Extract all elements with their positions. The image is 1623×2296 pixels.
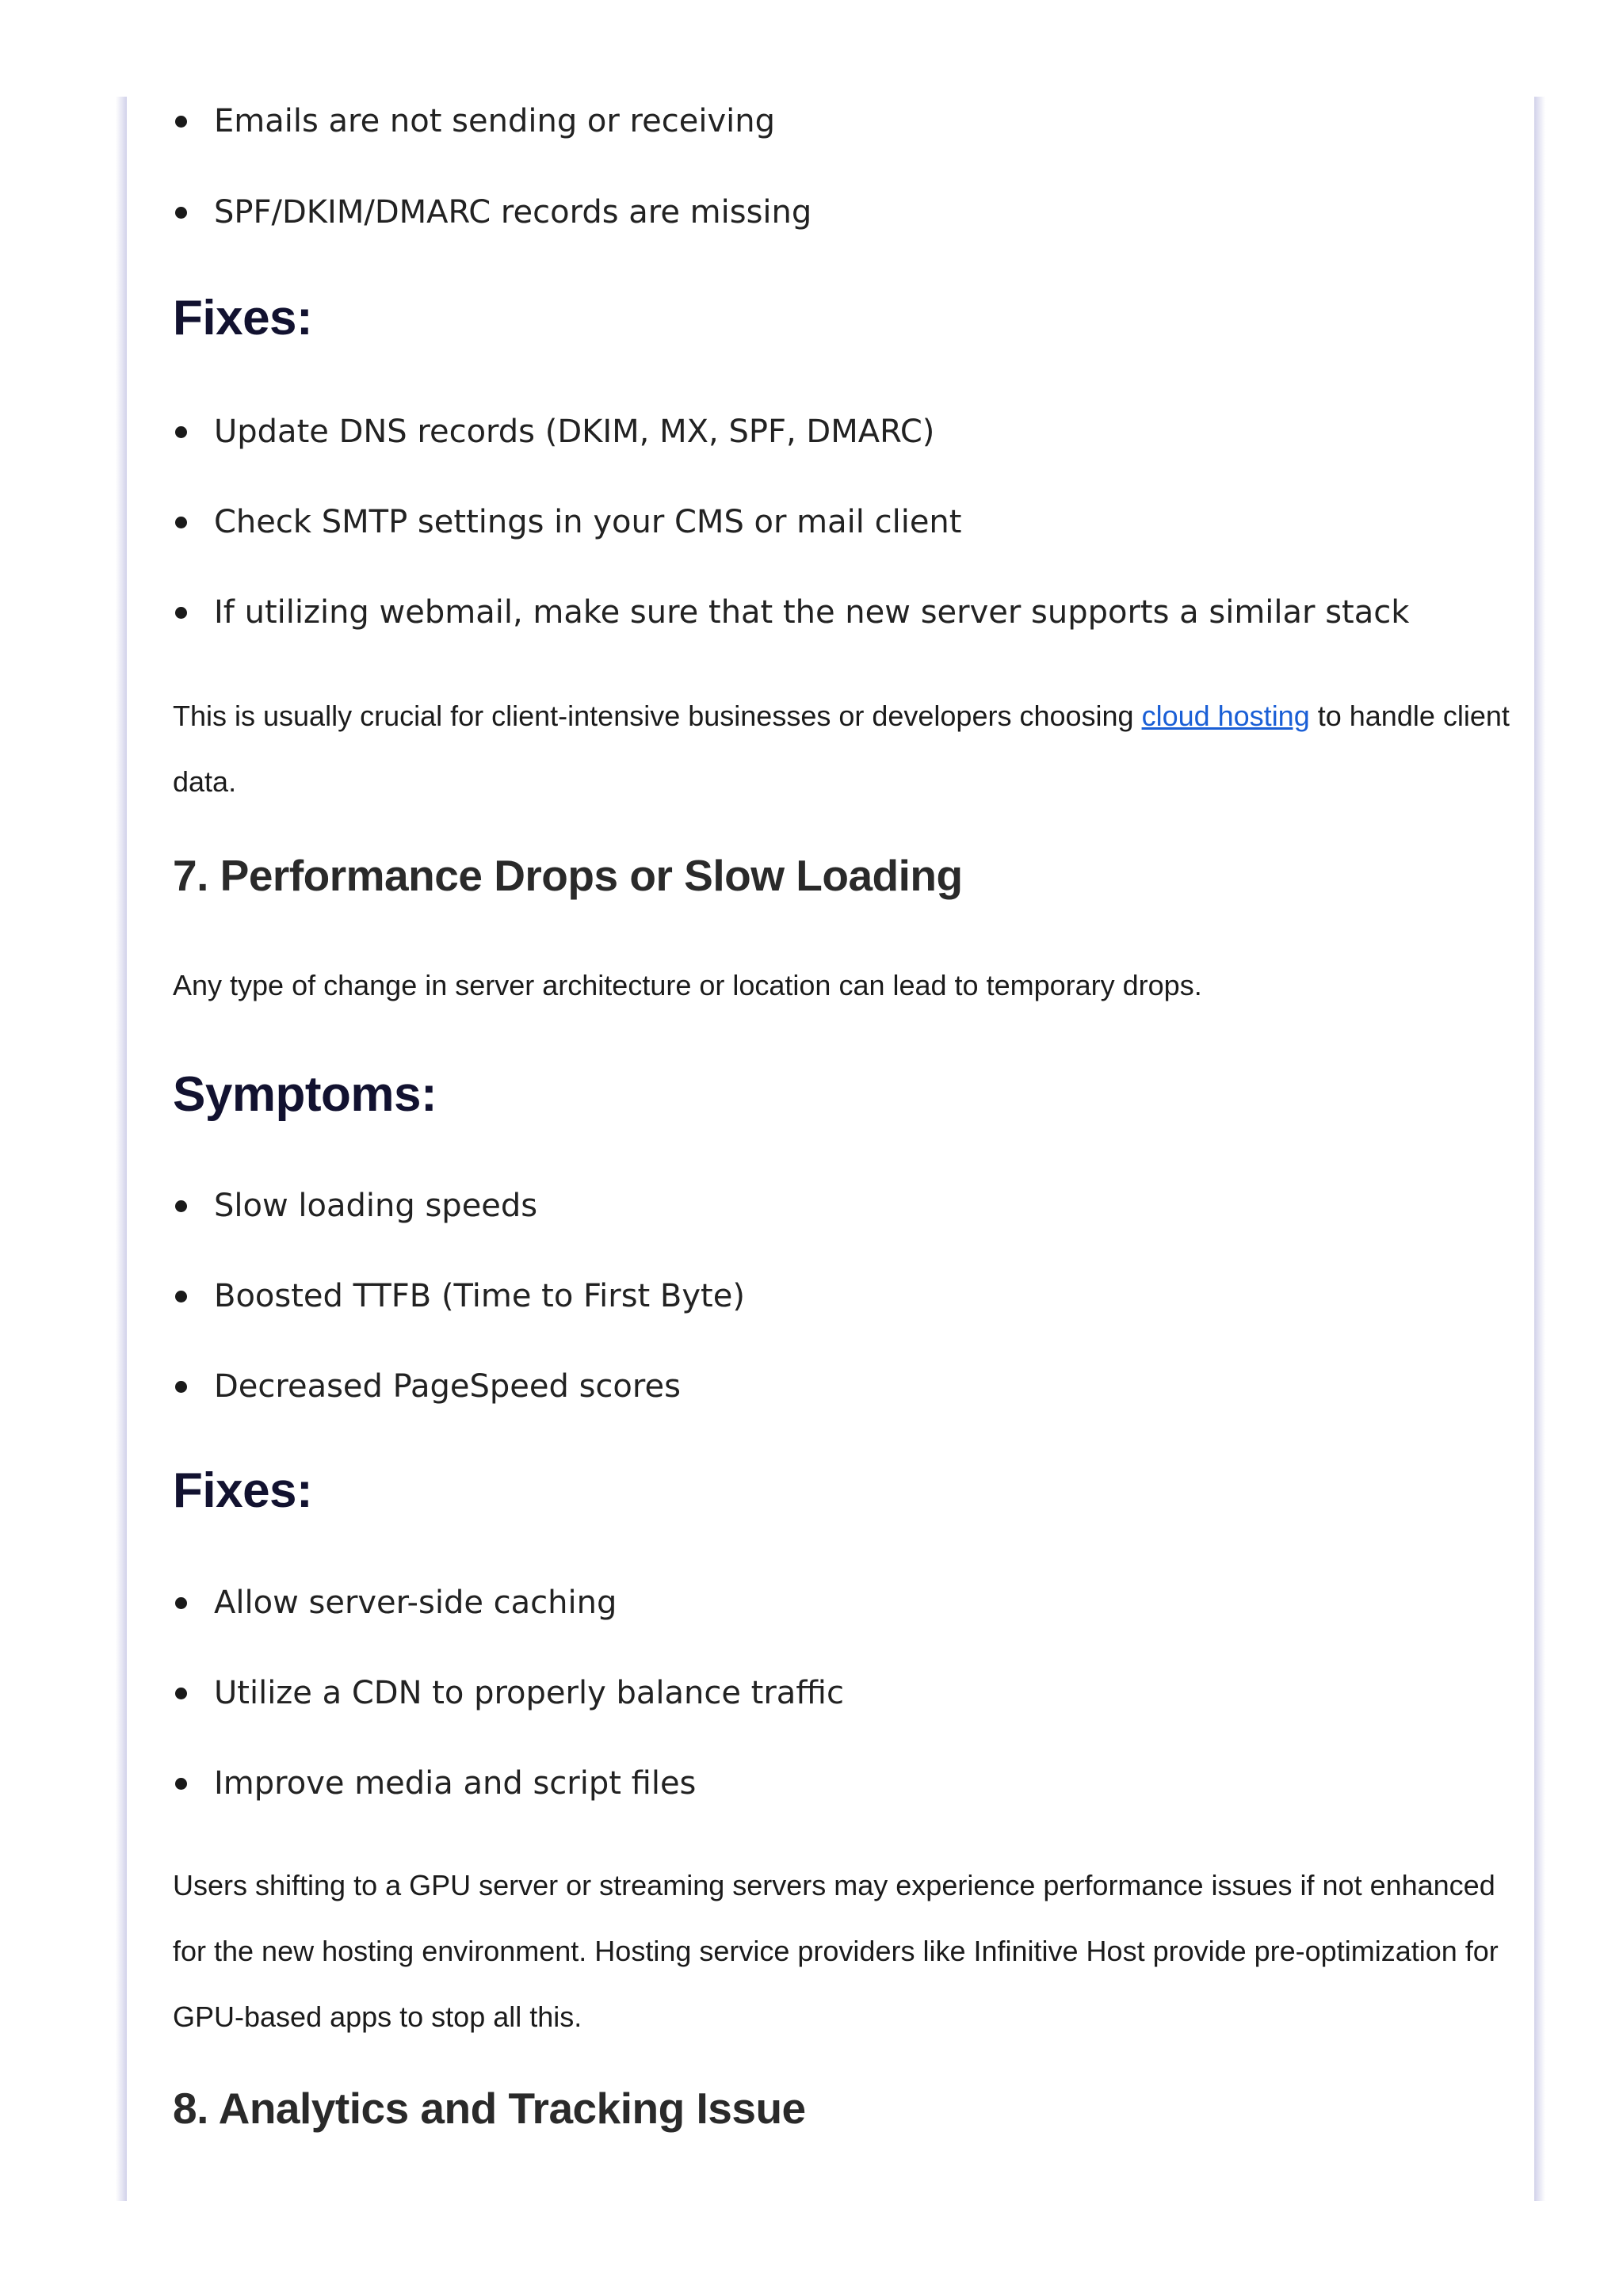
fixes-heading: Fixes: — [173, 291, 313, 345]
bullet-dot — [175, 1597, 187, 1609]
fixes-heading: Fixes: — [173, 1463, 313, 1518]
paragraph: Any type of change in server architecture or location can lead to temporary drops. — [173, 969, 1202, 1001]
list-item: Boosted TTFB (Time to First Byte) — [173, 1276, 745, 1316]
section-heading: 8. Analytics and Tracking Issue — [173, 2084, 806, 2133]
symptoms-heading: Symptoms: — [173, 1067, 437, 1122]
bullet-dot — [175, 426, 187, 438]
bullet-dot — [175, 517, 187, 528]
bullet-dot — [175, 607, 187, 619]
list-item: Emails are not sending or receiving — [173, 101, 775, 141]
bullet-dot — [175, 207, 187, 219]
list-item: Update DNS records (DKIM, MX, SPF, DMARC) — [173, 412, 934, 452]
list-item: Improve media and script files — [173, 1764, 696, 1803]
bullet-dot — [175, 1291, 187, 1302]
list-item: Decreased PageSpeed scores — [173, 1367, 681, 1406]
paragraph: This is usually crucial for client-intensive businesses or developers choosing cloud hosting to handle client data. — [173, 700, 1510, 798]
cloud-hosting-link[interactable]: cloud hosting — [1141, 700, 1310, 732]
bullet-dot — [175, 1200, 187, 1212]
section-heading: 7. Performance Drops or Slow Loading — [173, 851, 963, 900]
list-item: Check SMTP settings in your CMS or mail client — [173, 502, 961, 542]
list-item: SPF/DKIM/DMARC records are missing — [173, 193, 812, 232]
bullet-dot — [175, 116, 187, 128]
list-item: Allow server-side caching — [173, 1583, 617, 1623]
list-item: Slow loading speeds — [173, 1186, 537, 1226]
list-item: Utilize a CDN to properly balance traffic — [173, 1673, 844, 1713]
bullet-dot — [175, 1778, 187, 1790]
bullet-dot — [175, 1381, 187, 1393]
paragraph: Users shifting to a GPU server or streaming servers may experience performance issues if not enhanced for the new hosting environment. Hosting service providers like Infinitive Host provide pre-optimization for GPU-based apps to stop all this. — [173, 1869, 1499, 2033]
list-item: If utilizing webmail, make sure that the new server supports a similar stack — [173, 593, 1409, 632]
bullet-dot — [175, 1688, 187, 1699]
